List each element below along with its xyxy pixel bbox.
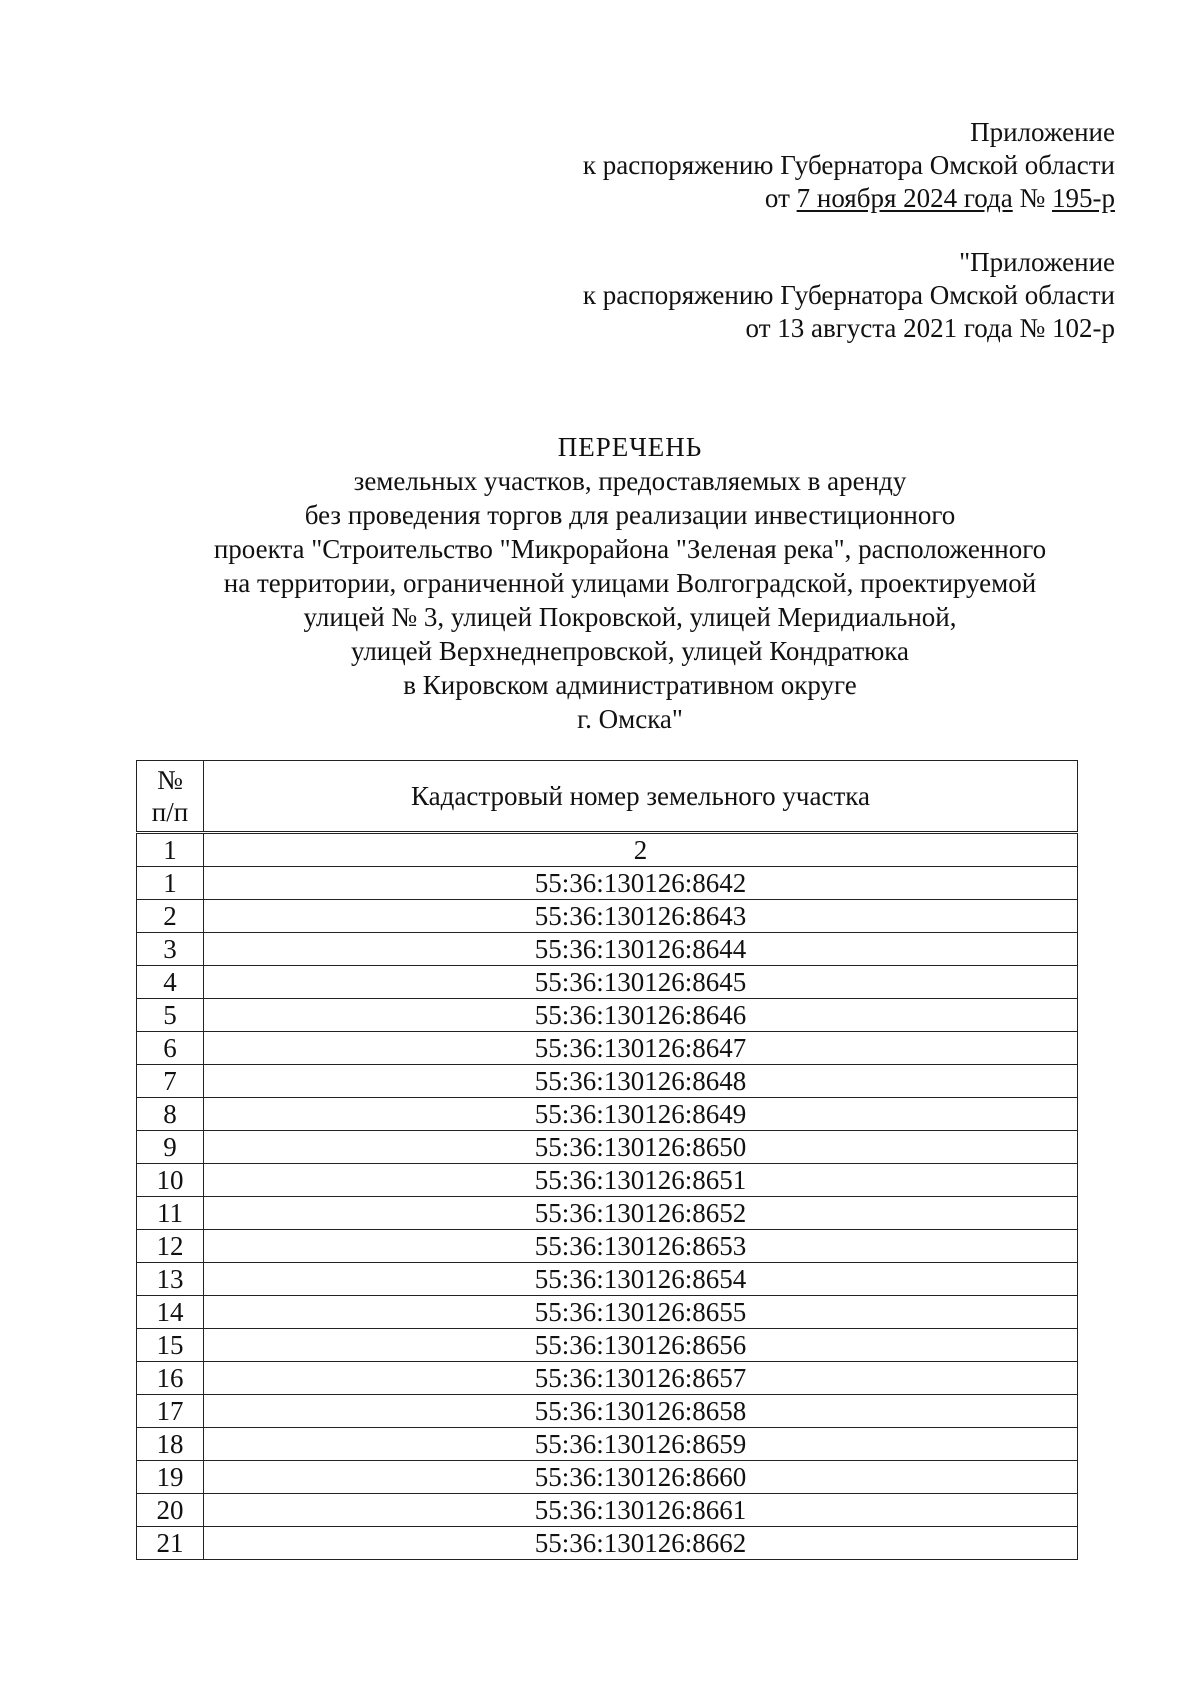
cadastral-number-cell: 55:36:130126:8648 bbox=[204, 1065, 1078, 1098]
title-line: улицей Верхнеднепровской, улицей Кондратюка bbox=[351, 636, 909, 666]
order-date: 7 ноября 2024 года bbox=[796, 183, 1013, 213]
table-row bbox=[137, 999, 1078, 1032]
cadastral-number-cell: 55:36:130126:8647 bbox=[204, 1032, 1078, 1065]
table-row bbox=[137, 1197, 1078, 1230]
cadastral-number-cell: 55:36:130126:8657 bbox=[204, 1362, 1078, 1395]
header-number-cell bbox=[137, 761, 204, 832]
table-row bbox=[137, 1494, 1078, 1527]
cadastral-number-cell: 55:36:130126:8644 bbox=[204, 933, 1078, 966]
title-line: на территории, ограниченной улицами Волгоградской, проектируемой bbox=[223, 568, 1037, 598]
title-line: без проведения торгов для реализации инвестиционного bbox=[304, 500, 956, 530]
row-number-cell: 13 bbox=[137, 1263, 204, 1296]
row-number-cell: 4 bbox=[137, 966, 204, 999]
row-number-cell: 20 bbox=[137, 1494, 204, 1527]
cadastral-number-cell: 55:36:130126:8650 bbox=[204, 1131, 1078, 1164]
row-number-cell: 18 bbox=[137, 1428, 204, 1461]
table-row bbox=[137, 900, 1078, 933]
cadastral-number-cell: 55:36:130126:8661 bbox=[204, 1494, 1078, 1527]
table-row bbox=[137, 1263, 1078, 1296]
header-cadastral-cell: Кадастровый номер земельного участка bbox=[204, 761, 1078, 832]
date-prefix: от bbox=[764, 183, 797, 213]
cadastral-number-cell: 55:36:130126:8660 bbox=[204, 1461, 1078, 1494]
row-number-cell: 7 bbox=[137, 1065, 204, 1098]
row-number-cell: 2 bbox=[137, 900, 204, 933]
table-row bbox=[137, 966, 1078, 999]
row-number-cell: 16 bbox=[137, 1362, 204, 1395]
table-row bbox=[137, 1098, 1078, 1131]
row-number-cell: 1 bbox=[137, 867, 204, 900]
table-row bbox=[137, 867, 1078, 900]
table-row bbox=[137, 1395, 1078, 1428]
title-line: в Кировском административном округе bbox=[403, 670, 857, 700]
title-line: улицей № 3, улицей Покровской, улицей Меридиальной, bbox=[303, 602, 957, 632]
title-line: г. Омска" bbox=[577, 704, 683, 734]
row-number-cell: 3 bbox=[137, 933, 204, 966]
cadastral-number-cell: 55:36:130126:8654 bbox=[204, 1263, 1078, 1296]
column-number-cell: 2 bbox=[204, 834, 1078, 867]
number-prefix: № bbox=[1012, 183, 1052, 213]
table-row bbox=[137, 1296, 1078, 1329]
table-row bbox=[137, 1032, 1078, 1065]
cadastral-number-cell: 55:36:130126:8656 bbox=[204, 1329, 1078, 1362]
appendix-label: Приложение bbox=[970, 117, 1115, 147]
table-header-row bbox=[137, 761, 1078, 832]
cadastral-table bbox=[136, 833, 1078, 1560]
cadastral-number-cell: 55:36:130126:8659 bbox=[204, 1428, 1078, 1461]
row-number-cell: 17 bbox=[137, 1395, 204, 1428]
column-numbering-row bbox=[137, 834, 1078, 867]
cadastral-number-cell: 55:36:130126:8651 bbox=[204, 1164, 1078, 1197]
row-number-cell: 9 bbox=[137, 1131, 204, 1164]
table-row bbox=[137, 1230, 1078, 1263]
table-row bbox=[137, 1428, 1078, 1461]
table-row bbox=[137, 1362, 1078, 1395]
title-heading: ПЕРЕЧЕНЬ bbox=[557, 432, 703, 462]
appendix-date-line bbox=[583, 182, 1115, 215]
table-row bbox=[137, 1164, 1078, 1197]
appendix-header-original bbox=[583, 246, 1115, 345]
cadastral-number-cell: 55:36:130126:8642 bbox=[204, 867, 1078, 900]
cadastral-number-cell: 55:36:130126:8658 bbox=[204, 1395, 1078, 1428]
row-number-cell: 11 bbox=[137, 1197, 204, 1230]
appendix-order-reference: к распоряжению Губернатора Омской области bbox=[582, 150, 1115, 180]
document-title bbox=[130, 430, 1130, 736]
appendix-label: "Приложение bbox=[959, 247, 1115, 277]
row-number-cell: 15 bbox=[137, 1329, 204, 1362]
row-number-cell: 14 bbox=[137, 1296, 204, 1329]
appendix-header-current bbox=[583, 116, 1115, 215]
cadastral-number-cell: 55:36:130126:8645 bbox=[204, 966, 1078, 999]
row-number-cell: 8 bbox=[137, 1098, 204, 1131]
row-number-cell: 19 bbox=[137, 1461, 204, 1494]
title-line: земельных участков, предоставляемых в аренду bbox=[353, 466, 907, 496]
row-number-cell: 12 bbox=[137, 1230, 204, 1263]
header-number-abbr: п/п bbox=[151, 797, 189, 827]
cadastral-number-cell: 55:36:130126:8655 bbox=[204, 1296, 1078, 1329]
table-row bbox=[137, 933, 1078, 966]
title-line: проекта "Строительство "Микрорайона "Зеленая река", расположенного bbox=[213, 534, 1047, 564]
cadastral-number-cell: 55:36:130126:8646 bbox=[204, 999, 1078, 1032]
cadastral-number-cell: 55:36:130126:8652 bbox=[204, 1197, 1078, 1230]
row-number-cell: 10 bbox=[137, 1164, 204, 1197]
row-number-cell: 21 bbox=[137, 1527, 204, 1560]
table-row bbox=[137, 1329, 1078, 1362]
table-row bbox=[137, 1527, 1078, 1560]
header-number-symbol: № bbox=[157, 765, 183, 795]
cadastral-number-cell: 55:36:130126:8653 bbox=[204, 1230, 1078, 1263]
order-number: 195-р bbox=[1052, 183, 1115, 213]
appendix-order-reference: к распоряжению Губернатора Омской области bbox=[582, 280, 1115, 310]
appendix-date-line: от 13 августа 2021 года № 102-р bbox=[745, 313, 1115, 343]
row-number-cell: 6 bbox=[137, 1032, 204, 1065]
table-row bbox=[137, 1461, 1078, 1494]
table-row bbox=[137, 1131, 1078, 1164]
cadastral-number-cell: 55:36:130126:8643 bbox=[204, 900, 1078, 933]
row-number-cell: 5 bbox=[137, 999, 204, 1032]
cadastral-number-cell: 55:36:130126:8649 bbox=[204, 1098, 1078, 1131]
table-row bbox=[137, 1065, 1078, 1098]
cadastral-number-cell: 55:36:130126:8662 bbox=[204, 1527, 1078, 1560]
column-number-cell: 1 bbox=[137, 834, 204, 867]
table-header bbox=[136, 760, 1078, 832]
